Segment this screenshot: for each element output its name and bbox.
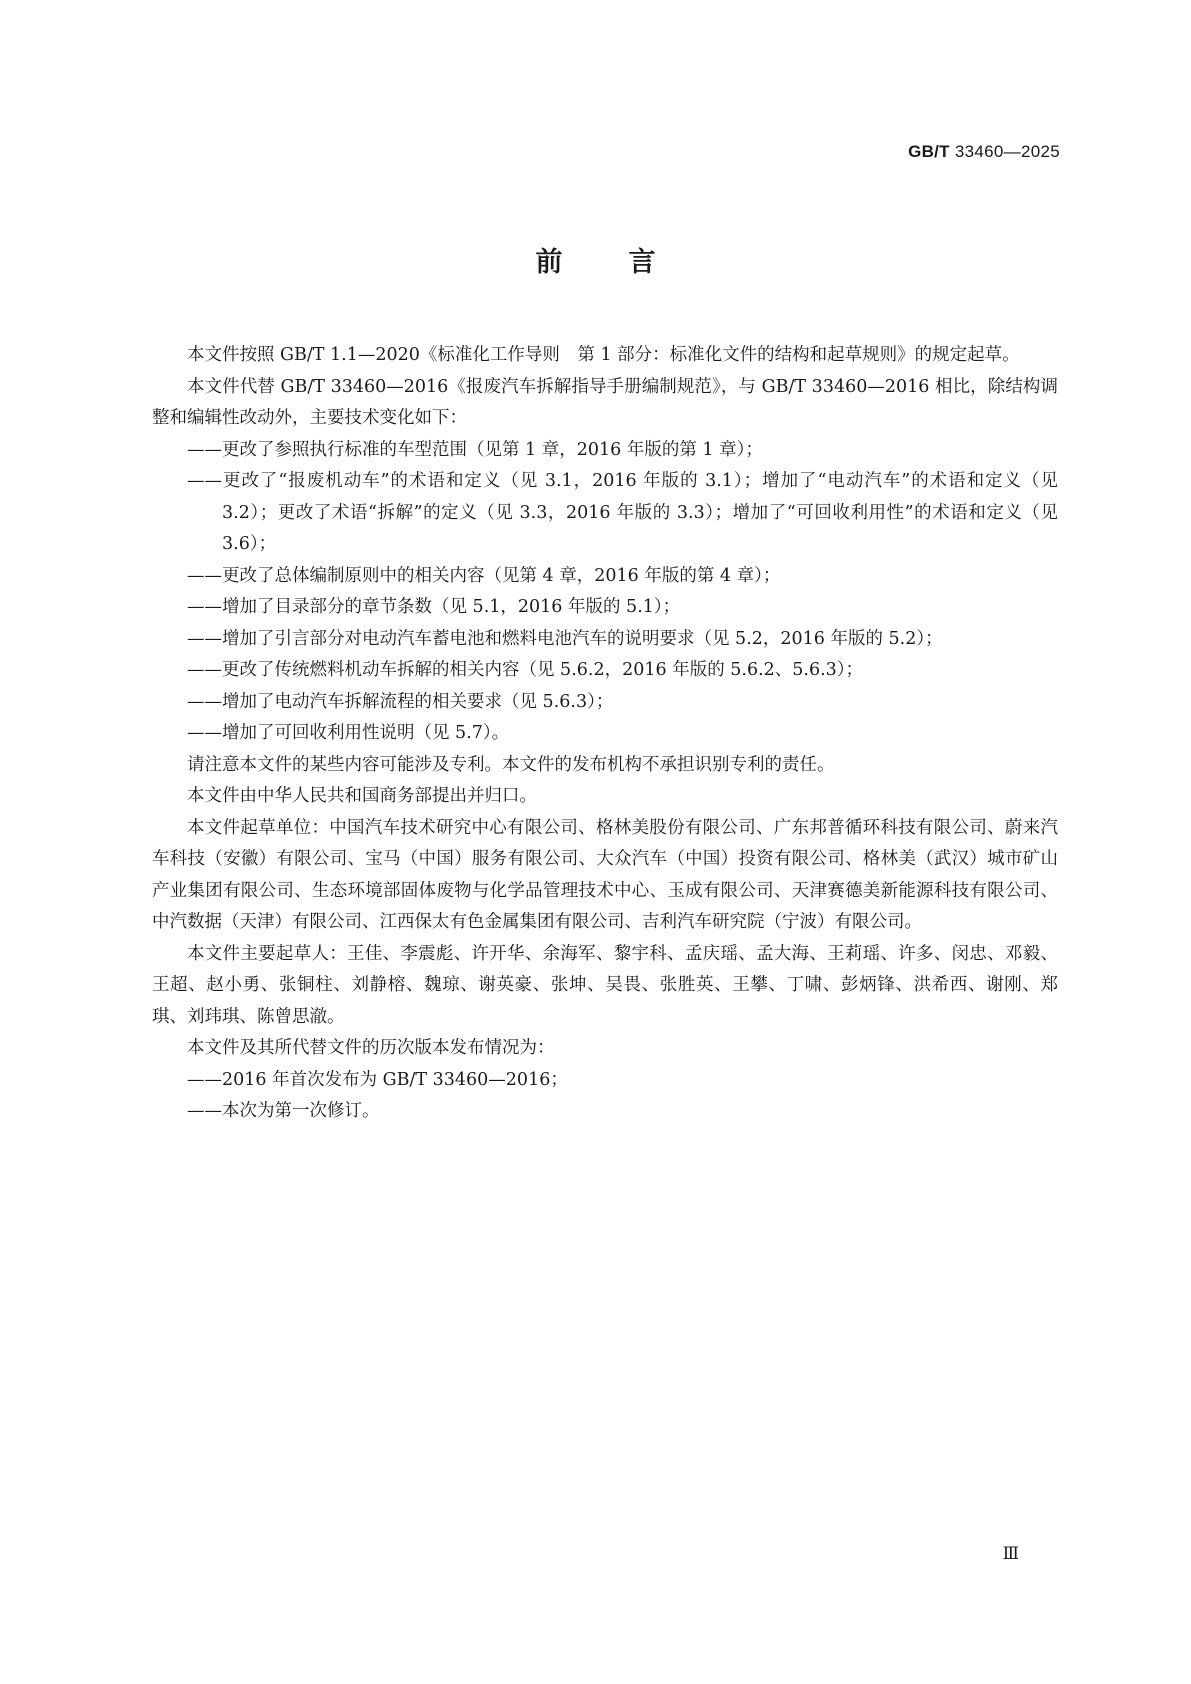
standard-prefix: GB/T [908,142,950,161]
change-item: ——更改了“报废机动车”的术语和定义（见 3.1，2016 年版的 3.1）；增加了“电动汽车”的术语和定义（见 3.2）；更改了术语“拆解”的定义（见 3.3，2016 年版的 3.3）；增加了“可回收利用性”的术语和定义（见 3.6）； [187,471,1058,554]
change-item: ——更改了总体编制原则中的相关内容（见第 4 章，2016 年版的第 4 章）； [187,565,781,586]
standard-number [908,142,1060,162]
paragraph-drafting-units: 本文件起草单位：中国汽车技术研究中心有限公司、格林美股份有限公司、广东邦普循环科技有限公司、蔚来汽车科技（安徽）有限公司、宝马（中国）服务有限公司、大众汽车（中国）投资有限公司、格林美（武汉）城市矿山产业集团有限公司、生态环境部固体废物与化学品管理技术中心、玉成有限公司、天津赛德美新能源科技有限公司、中汽数据（天津）有限公司、江西保太有色金属集团有限公司、吉利汽车研究院（宁波）有限公司。 [152,817,1058,932]
page-title: 前言 [535,247,722,278]
paragraph-proposer: 本文件由中华人民共和国商务部提出并归口。 [187,786,537,806]
change-item: ——增加了电动汽车拆解流程的相关要求（见 5.6.3）； [187,691,614,712]
history-item: ——2016 年首次发布为 GB/T 33460—2016； [187,1069,568,1090]
page-number: Ⅲ [1002,1544,1019,1564]
change-item: ——增加了引言部分对电动汽车蓄电池和燃料电池汽车的说明要求（见 5.2，2016 年版的 5.2）； [187,628,943,649]
foreword-body [152,340,1058,1128]
paragraph-version-history: 本文件及其所代替文件的历次版本发布情况为： [187,1038,555,1058]
change-item: ——更改了参照执行标准的车型范围（见第 1 章，2016 年版的第 1 章）； [187,439,763,460]
paragraph-replacement: 本文件代替 GB/T 33460—2016《报废汽车拆解指导手册编制规范》，与 GB/T 33460—2016 相比，除结构调整和编辑性改动外，主要技术变化如下： [152,376,1058,428]
change-item: ——增加了目录部分的章节条数（见 5.1，2016 年版的 5.1）； [187,597,681,617]
change-item: ——更改了传统燃料机动车拆解的相关内容（见 5.6.2，2016 年版的 5.6.2、5.6.3）； [187,660,864,680]
change-item: ——增加了可回收利用性说明（见 5.7）。 [187,723,510,743]
paragraph-drafters: 本文件主要起草人：王佳、李震彪、许开华、余海军、黎宇科、孟庆瑶、孟大海、王莉瑶、许多、闵忠、邓毅、王超、赵小勇、张铜柱、刘静榕、魏琼、谢英豪、张坤、吴畏、张胜英、王攀、丁啸、彭炳锋、洪希西、谢刚、郑琪、刘玮琪、陈曾思澈。 [152,943,1058,1027]
paragraph-patent-notice: 请注意本文件的某些内容可能涉及专利。本文件的发布机构不承担识别专利的责任。 [187,754,835,775]
standard-code: 33460—2025 [954,142,1060,161]
history-item: ——本次为第一次修订。 [187,1101,380,1121]
paragraph-drafting-rules: 本文件按照 GB/T 1.1—2020《标准化工作导则 第 1 部分：标准化文件的结构和起草规则》的规定起草。 [187,345,1020,365]
